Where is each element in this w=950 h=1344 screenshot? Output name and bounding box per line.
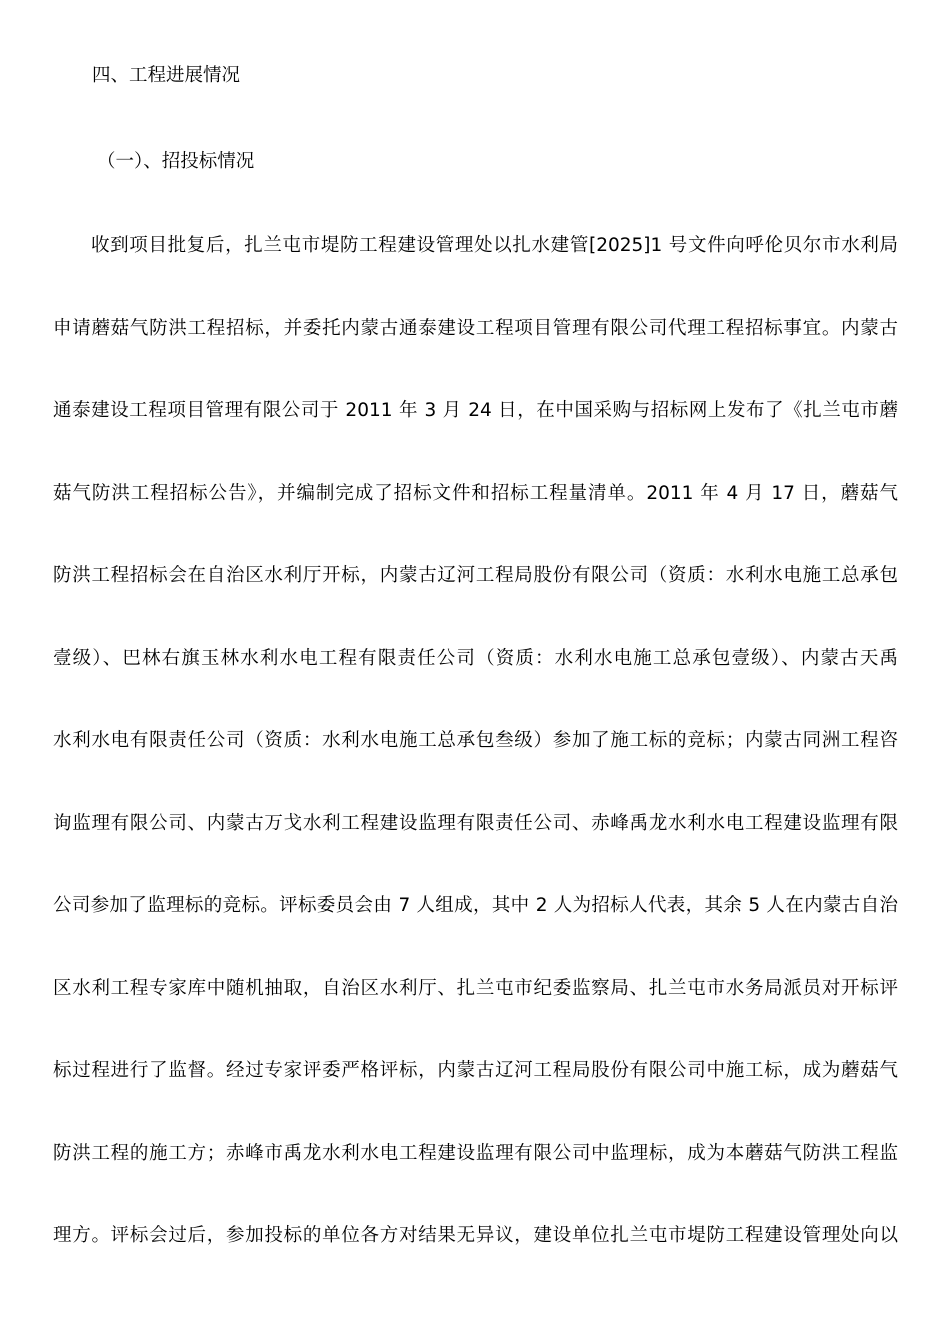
paragraph-line: 防洪工程招标会在自治区水利厅开标，内蒙古辽河工程局股份有限公司（资质：水利水电施工总承包 [53,565,898,586]
paragraph-line: 水利水电有限责任公司（资质：水利水电施工总承包叁级）参加了施工标的竞标；内蒙古同洲工程咨 [53,730,898,751]
paragraph-line: 收到项目批复后，扎兰屯市堤防工程建设管理处以扎水建管[2025]1 号文件向呼伦贝尔市水利局 [91,235,898,256]
paragraph-line: 区水利工程专家库中随机抽取，自治区水利厅、扎兰屯市纪委监察局、扎兰屯市水务局派员对开标评 [53,977,898,999]
paragraph-line: 菇气防洪工程招标公告》，并编制完成了招标文件和招标工程量清单。2011 年 4 月 17 日，蘑菇气 [53,482,898,504]
paragraph-line: 壹级）、巴林右旗玉林水利水电工程有限责任公司（资质：水利水电施工总承包壹级）、内蒙古天禹 [53,647,898,669]
subsection-heading: （一）、招投标情况 [97,151,255,172]
paragraph [53,220,898,1293]
paragraph-line: 标过程进行了监督。经过专家评委严格评标，内蒙古辽河工程局股份有限公司中施工标，成为蘑菇气 [53,1060,898,1081]
paragraph-line: 申请蘑菇气防洪工程招标，并委托内蒙古通泰建设工程项目管理有限公司代理工程招标事宜。内蒙古 [53,317,898,339]
section-heading: 四、工程进展情况 [92,65,241,86]
paragraph-line: 理方。评标会过后，参加投标的单位各方对结果无异议，建设单位扎兰屯市堤防工程建设管理处向以 [53,1225,898,1246]
paragraph-line: 询监理有限公司、内蒙古万戈水利工程建设监理有限责任公司、赤峰禹龙水利水电工程建设监理有限 [53,812,898,834]
paragraph-line: 通泰建设工程项目管理有限公司于 2011 年 3 月 24 日，在中国采购与招标网上发布了《扎兰屯市蘑 [53,400,898,421]
paragraph-line: 公司参加了监理标的竞标。评标委员会由 7 人组成，其中 2 人为招标人代表，其余 5 人在内蒙古自治 [53,895,898,916]
paragraph-line: 防洪工程的施工方；赤峰市禹龙水利水电工程建设监理有限公司中监理标，成为本蘑菇气防洪工程监 [53,1142,898,1164]
